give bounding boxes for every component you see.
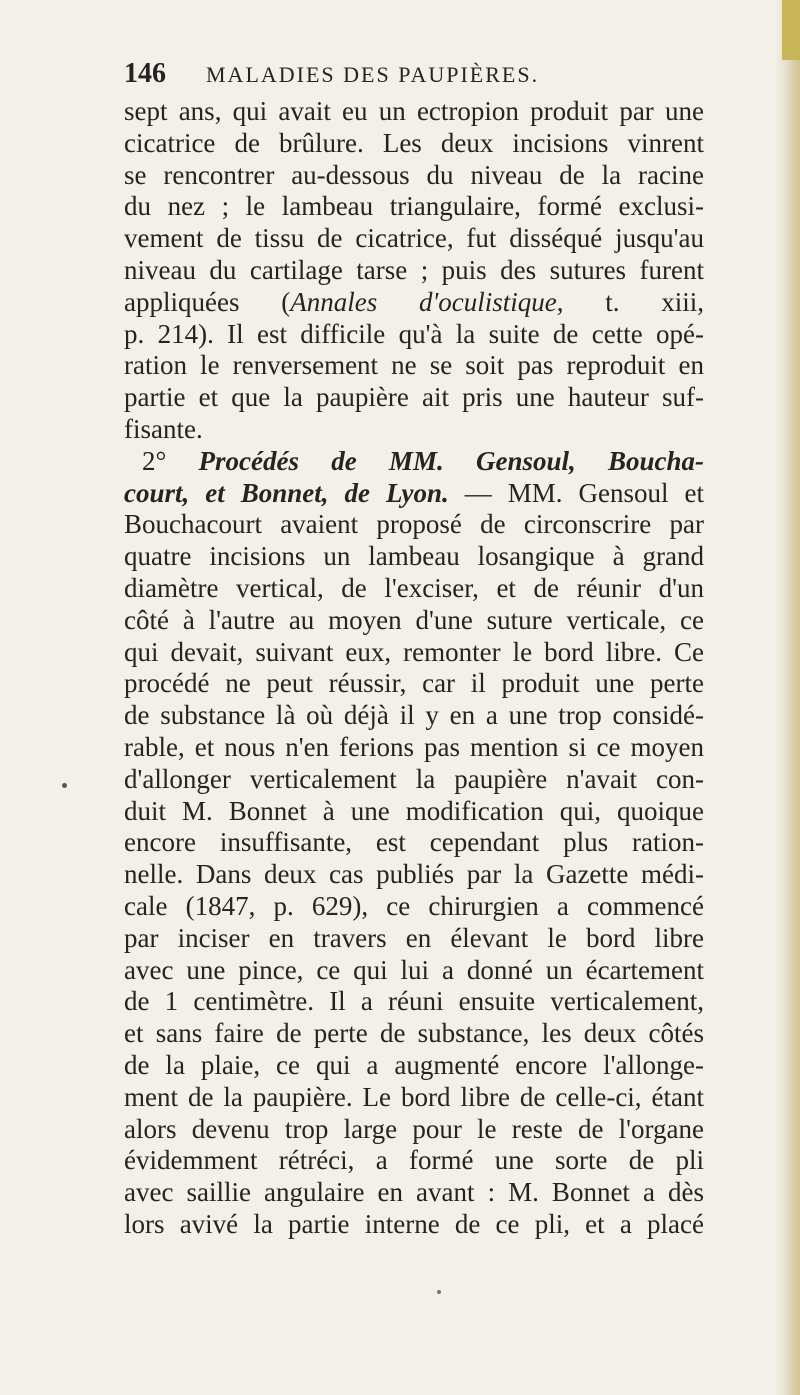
text-line: qui devait, suivant eux, remonter le bord libre. Ce bbox=[124, 636, 704, 667]
text-line: duit M. Bonnet à une modification qui, quoique bbox=[124, 795, 704, 826]
text-line: lors avivé la partie interne de ce pli, et a placé bbox=[124, 1208, 704, 1239]
section-title: Procédés de MM. Gensoul, Boucha- bbox=[198, 445, 704, 476]
text-line: diamètre vertical, de l'exciser, et de réunir d'un bbox=[124, 572, 704, 603]
text-line: p. 214). Il est difficile qu'à la suite de cette opé- bbox=[124, 318, 704, 349]
text-line: encore insuffisante, est cependant plus ration- bbox=[124, 827, 704, 858]
text-line: vement de tissu de cicatrice, fut disséqué jusqu'au bbox=[124, 223, 704, 254]
text-line: du nez ; le lambeau triangulaire, formé exclusi- bbox=[124, 191, 704, 222]
text-line: de substance là où déjà il y en a une trop considé- bbox=[124, 700, 704, 731]
text-line: ration le renversement ne se soit pas reproduit en bbox=[124, 350, 704, 381]
text-line: fisante. bbox=[124, 413, 203, 444]
text-line: avec une pince, ce qui lui a donné un écartement bbox=[124, 954, 704, 985]
citation-post: , t. xiii, bbox=[556, 286, 704, 317]
text-line: par inciser en travers en élevant le bord libre bbox=[124, 922, 704, 953]
body-text bbox=[124, 96, 704, 1241]
text-line: rable, et nous n'en ferions pas mention si ce moyen bbox=[124, 731, 704, 762]
section-heading-cont bbox=[124, 478, 704, 510]
text-line: et sans faire de perte de substance, les deux côtés bbox=[124, 1018, 704, 1049]
text-line: ment de la paupière. Le bord libre de celle-ci, étant bbox=[124, 1081, 704, 1112]
section-heading bbox=[124, 446, 704, 478]
text-line: nelle. Dans deux cas publiés par la Gazette médi- bbox=[124, 859, 704, 890]
citation-journal: Annales d'oculistique bbox=[290, 286, 557, 317]
text-line: évidemment rétréci, a formé une sorte de pli bbox=[124, 1145, 704, 1176]
running-head: MALADIES DES PAUPIÈRES. bbox=[206, 62, 540, 87]
text-line: niveau du cartilage tarse ; puis des sutures furent bbox=[124, 254, 704, 285]
text-line: Bouchacourt avaient proposé de circonscrire par bbox=[124, 509, 704, 540]
text-line: se rencontrer au-dessous du niveau de la racine bbox=[124, 159, 704, 190]
text-line: d'allonger verticalement la paupière n'avait con- bbox=[124, 763, 704, 794]
text-line: procédé ne peut réussir, car il produit une perte bbox=[124, 668, 704, 699]
text-line: cale (1847, p. 629), ce chirurgien a commencé bbox=[124, 890, 704, 921]
page-edge bbox=[774, 0, 800, 1395]
page-edge-tab bbox=[782, 0, 800, 60]
text-line: de la plaie, ce qui a augmenté encore l'allonge- bbox=[124, 1049, 704, 1080]
ink-speck bbox=[437, 1290, 441, 1294]
text-line: cicatrice de brûlure. Les deux incisions vinrent bbox=[124, 127, 704, 158]
text-line: quatre incisions un lambeau losangique à grand bbox=[124, 541, 704, 572]
text-line: avec saillie angulaire en avant : M. Bonnet a dès bbox=[124, 1177, 704, 1208]
section-lead: — MM. Gensoul et bbox=[448, 477, 704, 508]
text-line: sept ans, qui avait eu un ectropion produit par une bbox=[124, 96, 704, 126]
section-title-cont: court, et Bonnet, de Lyon. bbox=[124, 477, 449, 508]
margin-speck bbox=[62, 783, 67, 788]
text-line-citation bbox=[124, 287, 704, 319]
text-line: côté à l'autre au moyen d'une suture verticale, ce bbox=[124, 604, 704, 635]
section-number: 2° bbox=[142, 445, 199, 476]
page-header bbox=[124, 58, 684, 94]
text-line: partie et que la paupière ait pris une hauteur suf- bbox=[124, 382, 704, 413]
text-line: alors devenu trop large pour le reste de l'organe bbox=[124, 1113, 704, 1144]
citation-pre: appliquées ( bbox=[124, 286, 291, 317]
text-line: de 1 centimètre. Il a réuni ensuite verticalement, bbox=[124, 986, 704, 1017]
page-number: 146 bbox=[124, 58, 166, 89]
